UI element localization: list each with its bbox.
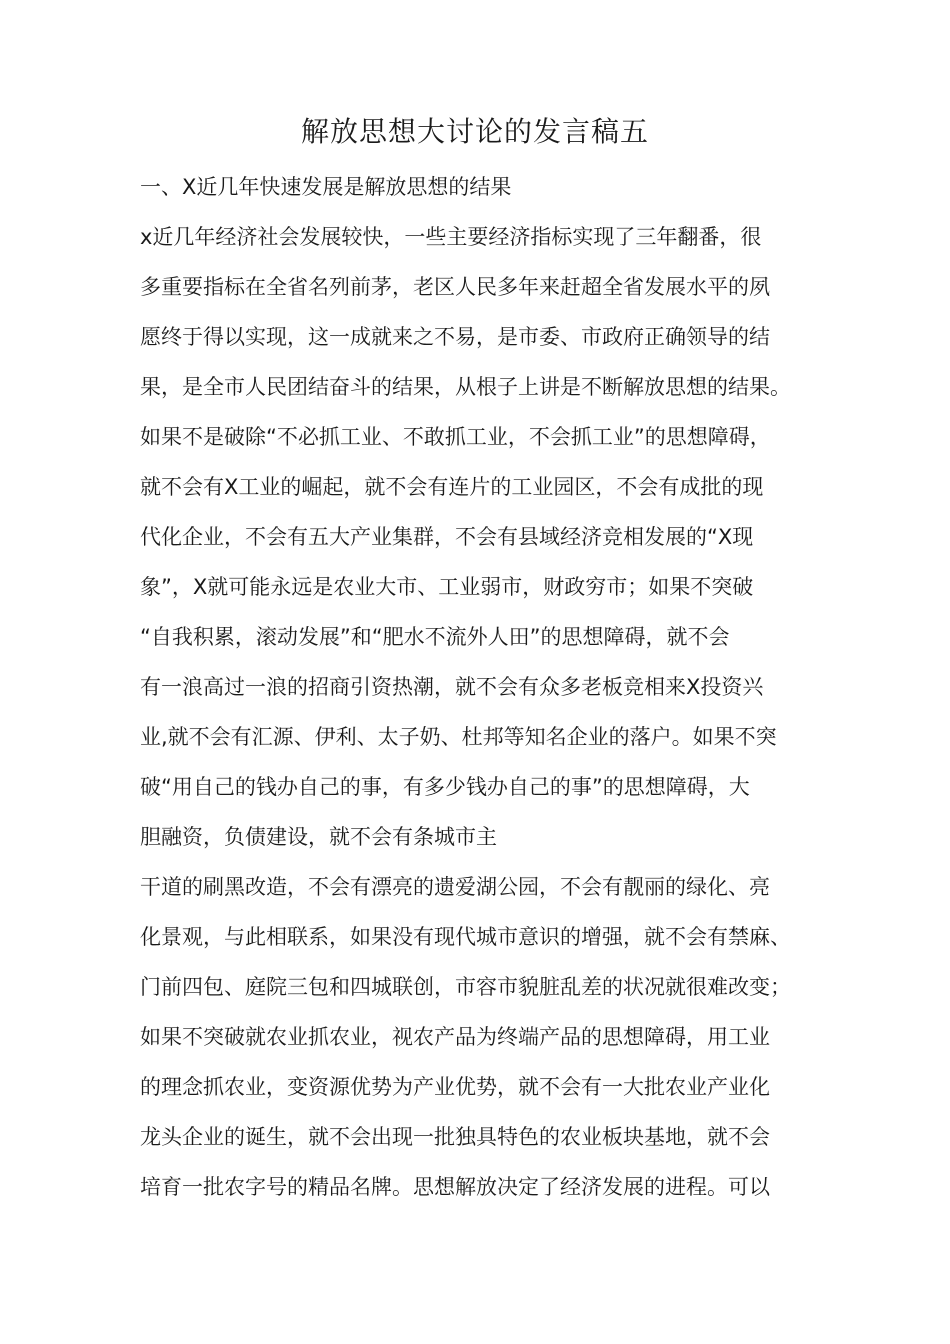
body-line: 胆融资，负债建设，就不会有条城市主 bbox=[140, 825, 497, 849]
body-line: 有一浪高过一浪的招商引资热潮，就不会有众多老板竞相来X投资兴 bbox=[140, 675, 764, 699]
body-line: 如果不是破除“不必抓工业、不敢抓工业，不会抓工业”的思想障碍， bbox=[140, 425, 771, 449]
document-title: 解放思想大讨论的发言稿五 bbox=[300, 115, 649, 148]
body-line: 干道的刷黑改造，不会有漂亮的遗爱湖公园，不会有靓丽的绿化、亮 bbox=[140, 875, 770, 899]
body-line: x近几年经济社会发展较快，一些主要经济指标实现了三年翻番，很 bbox=[140, 225, 762, 249]
body-line: 代化企业，不会有五大产业集群，不会有县域经济竞相发展的“X现 bbox=[140, 525, 754, 549]
body-line: 愿终于得以实现，这一成就来之不易，是市委、市政府正确领导的结 bbox=[140, 325, 770, 349]
body-line: 的理念抓农业，变资源优势为产业优势，就不会有一大批农业产业化 bbox=[140, 1075, 770, 1099]
body-line: 就不会有X工业的崛起，就不会有连片的工业园区，不会有成批的现 bbox=[140, 475, 764, 499]
body-line: 培育一批农字号的精品名牌。思想解放决定了经济发展的进程。可以 bbox=[140, 1175, 770, 1199]
body-line: “自我积累，滚动发展”和“肥水不流外人田”的思想障碍，就不会 bbox=[140, 625, 730, 649]
body-line: 门前四包、庭院三包和四城联创，市容市貌脏乱差的状况就很难改变； bbox=[140, 975, 791, 999]
body-line: 果，是全市人民团结奋斗的结果，从根子上讲是不断解放思想的结果。 bbox=[140, 375, 791, 399]
body-line: 多重要指标在全省名列前茅，老区人民多年来赶超全省发展水平的夙 bbox=[140, 275, 770, 299]
body-line: 化景观，与此相联系，如果没有现代城市意识的增强，就不会有禁麻、 bbox=[140, 925, 791, 949]
body-line: 业,就不会有汇源、伊利、太子奶、杜邦等知名企业的落户。如果不突 bbox=[140, 725, 777, 749]
section-heading: 一、X近几年快速发展是解放思想的结果 bbox=[140, 175, 512, 199]
body-line: 破“用自己的钱办自己的事，有多少钱办自己的事”的思想障碍，大 bbox=[140, 775, 750, 799]
body-line: 龙头企业的诞生，就不会出现一批独具特色的农业板块基地，就不会 bbox=[140, 1125, 770, 1149]
body-line: 象”，X就可能永远是农业大市、工业弱市，财政穷市；如果不突破 bbox=[140, 575, 754, 599]
body-line: 如果不突破就农业抓农业，视农产品为终端产品的思想障碍，用工业 bbox=[140, 1025, 770, 1049]
